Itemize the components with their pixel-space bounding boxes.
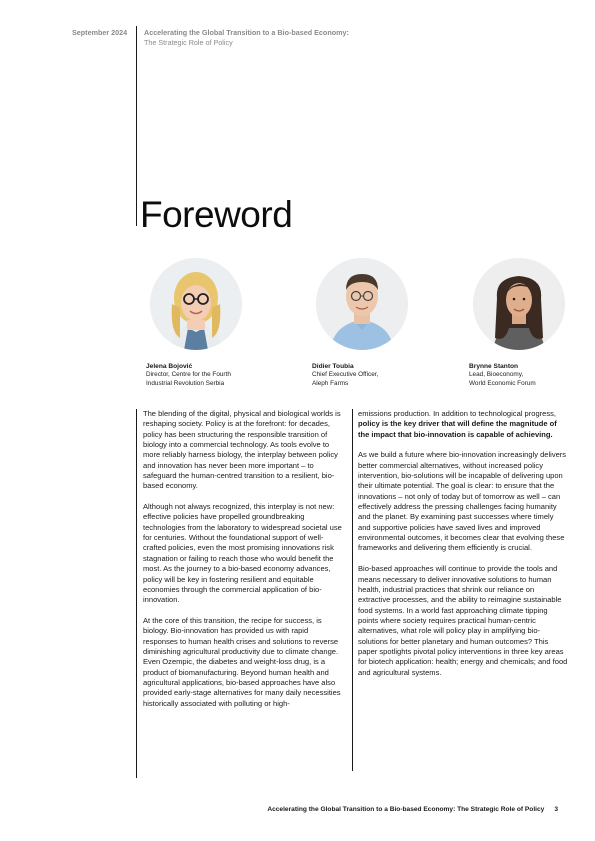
page-footer [267, 806, 558, 813]
author-role: Director, Centre for the Fourth [146, 371, 231, 378]
body-paragraph [358, 409, 568, 440]
author-affiliation: Aleph Farms [312, 379, 349, 387]
author-photo-3 [473, 258, 565, 350]
author-role: Lead, Bioeconomy, [469, 371, 524, 378]
left-column-rule [136, 409, 137, 778]
footer-title: Accelerating the Global Transition to a Bio-based Economy: The Strategic Role of Policy [267, 806, 545, 813]
author-name: Jelena Bojović [146, 363, 193, 370]
header-title-line2: The Strategic Role of Policy [144, 38, 233, 47]
page-number: 3 [554, 806, 558, 813]
author-affiliation: Industrial Revolution Serbia [146, 379, 225, 387]
author-role: Chief Executive Officer, [312, 371, 379, 378]
author-name: Didier Toubia [312, 363, 354, 370]
header-divider [136, 26, 137, 226]
author-photo-1 [150, 258, 242, 350]
author-card-1 [146, 258, 276, 388]
author-photo-2 [316, 258, 408, 350]
body-paragraph: The blending of the digital, physical and biological worlds is reshaping society. Policy is at the forefront: for decades, policy has been structuring the responsible transition of biology into a commercial technology. As tools evolve to more reliably harness biology, the interplay between policy and innovation has never been more important – to safeguard the human-centred transition to a resilient, bio-based economy. [143, 409, 341, 491]
body-paragraph: Bio-based approaches will continue to provide the tools and means necessary to deliver innovative solutions to human health, industrial practices that shrink our reliance on extractive processes, and the ability to reimagine sustainable food systems. In a world fast approaching climate tipping points where society requires practical human-centric alternatives, what role will policy play in amplifying bio-solutions for better planetary and human outcomes? This paper spotlights pivotal policy interventions in three key areas for biotech application: health; energy and chemicals; and food and agricultural systems. [358, 564, 568, 677]
header-report-title [144, 28, 349, 48]
body-paragraph: At the core of this transition, the recipe for success, is biology. Bio-innovation has provided us with rapid responses to human health crises and solutions to reverse diminishing agricultural productivity due to climate change. Even Ozempic, the diabetes and weight-loss drug, is a product of biomanufacturing. Beyond human health and agricultural applications, bio-based approaches have also provided early-stage alternatives for many daily necessities historically associated with polluting or high- [143, 615, 341, 708]
author-card-3 [469, 258, 595, 388]
body-paragraph: As we build a future where bio-innovation increasingly delivers better commercial alternatives, without increased policy intervention, bio-solutions will be incapable of delivering upon their ultimate potential. The goal is clear: to ensure that the innovations – not only of today but of tomorrow as well – can effectively address the pressing challenges facing humanity and the planet. By examining past successes where timely and supportive policies have saved lives and improved environmental outcomes, it becomes clear that evolving these frameworks and delivering them efficiently is crucial. [358, 450, 567, 553]
body-emphasis: policy is the key driver that will define the magnitude of the impact that bio-innovation is capable of achieving. [358, 419, 557, 439]
body-column-left [143, 409, 343, 719]
author-name: Brynne Stanton [469, 363, 519, 370]
body-paragraph: Although not always recognized, this interplay is not new: effective policies have propelled groundbreaking technologies from the laboratory to widespread societal use for centuries. Without the foundational support of well-crafted policies, even the most promising innovations risk stagnation or failing to reach those who would benefit the most. As the journey to a bio-based economy advances, policy will be key in fostering resilient and equitable economies through the commercial application of bio-innovation. [143, 502, 342, 605]
body-text: emissions production. In addition to technological progress, [358, 409, 557, 418]
right-column-rule [352, 409, 353, 771]
page-title: Foreword [140, 194, 293, 235]
header-date: September 2024 [72, 28, 128, 37]
author-card-2 [312, 258, 442, 388]
author-affiliation: World Economic Forum [469, 379, 536, 387]
header-title-line1: Accelerating the Global Transition to a Bio-based Economy: [144, 28, 349, 37]
body-column-right [358, 409, 568, 688]
